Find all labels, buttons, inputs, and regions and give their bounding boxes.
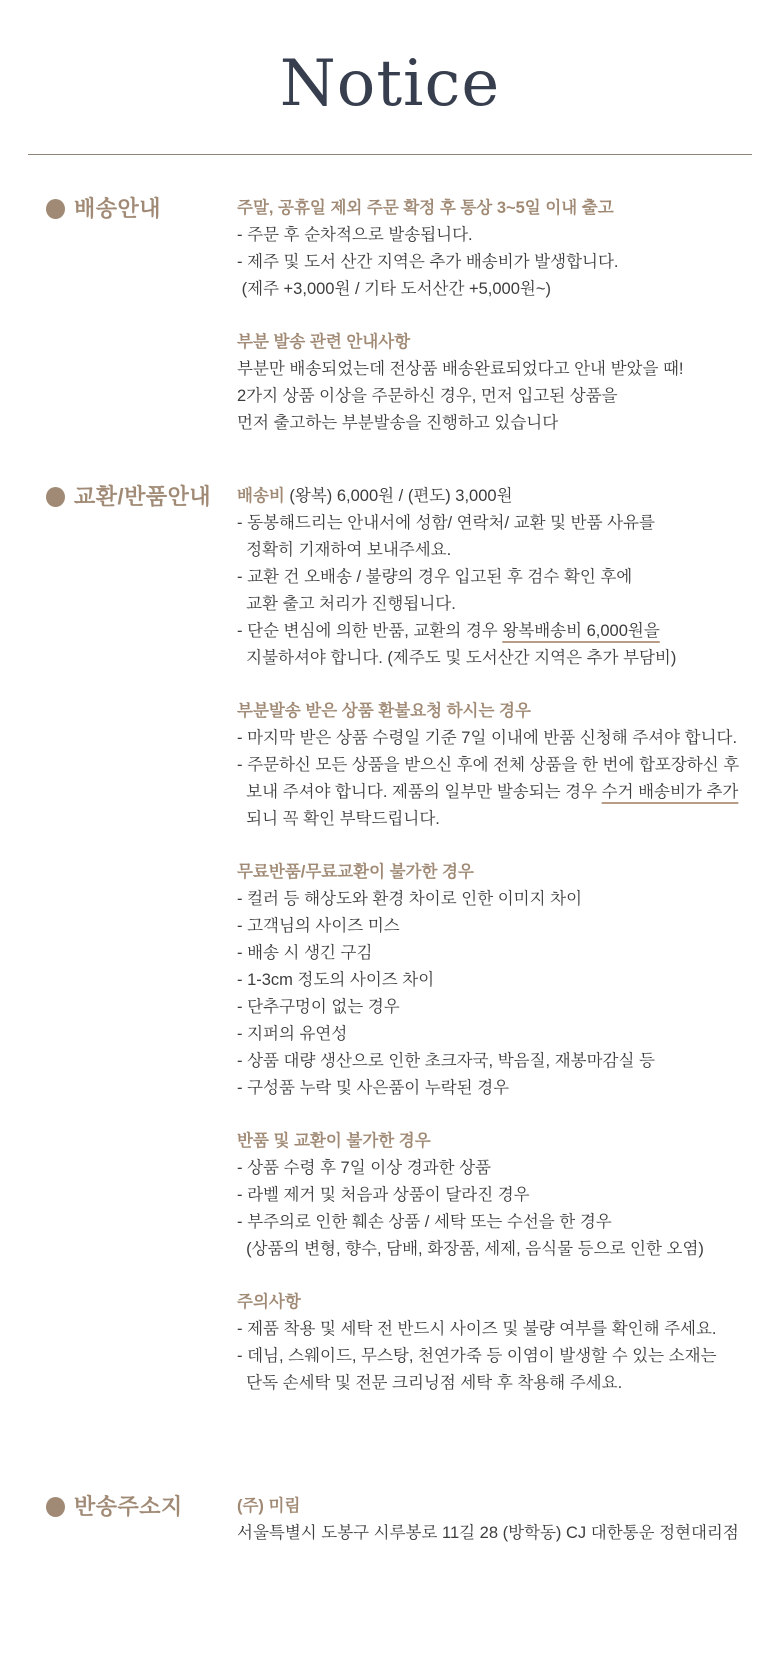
text-line (237, 1343, 780, 1370)
section (0, 1493, 780, 1547)
text-line (237, 591, 780, 618)
text-segment: 수거 배송비가 추가 (601, 783, 739, 801)
group-header: (주) 미림 (237, 1497, 301, 1515)
title-divider (28, 154, 752, 155)
text-line (237, 994, 780, 1021)
bullet-icon (46, 1497, 65, 1517)
section-label-text: 교환/반품안내 (74, 484, 212, 509)
text-line (237, 483, 780, 510)
text-line (237, 383, 780, 410)
text-segment: 부분만 배송되었는데 전상품 배송완료되었다고 안내 받았을 때! (237, 360, 684, 378)
text-line (237, 1520, 780, 1547)
text-line (237, 1316, 780, 1343)
bullet-icon (46, 199, 65, 219)
notice-group (237, 329, 780, 437)
text-line (237, 618, 780, 645)
section-label (46, 195, 237, 222)
text-segment: - 라벨 제거 및 처음과 상품이 달라진 경우 (237, 1186, 530, 1204)
text-line (237, 356, 780, 383)
text-segment: - 지퍼의 유연성 (237, 1025, 348, 1043)
section-label-text: 배송안내 (74, 196, 162, 221)
section-label (46, 1493, 237, 1520)
sections (0, 195, 780, 1547)
text-line (237, 886, 780, 913)
notice-group (237, 195, 780, 303)
section-content (237, 483, 780, 1397)
section-content (237, 195, 780, 437)
text-line (237, 249, 780, 276)
text-segment: - 단순 변심에 의한 반품, 교환의 경우 (237, 622, 503, 640)
text-segment: - 부주의로 인한 훼손 상품 / 세탁 또는 수선을 한 경우 (237, 1213, 612, 1231)
text-segment: 왕복배송비 6,000원을 (502, 622, 660, 640)
bullet-icon (46, 487, 65, 507)
section (0, 195, 780, 437)
text-segment: 먼저 출고하는 부분발송을 진행하고 있습니다 (237, 414, 559, 432)
text-segment: - 1-3cm 정도의 사이즈 차이 (237, 971, 435, 989)
notice-group (237, 483, 780, 672)
group-header: 부분 발송 관련 안내사항 (237, 333, 411, 351)
notice-group (237, 1493, 780, 1547)
group-header: 무료반품/무료교환이 불가한 경우 (237, 863, 474, 881)
text-line (237, 564, 780, 591)
text-line (237, 1182, 780, 1209)
text-segment: 2가지 상품 이상을 주문하신 경우, 먼저 입고된 상품을 (237, 387, 618, 405)
text-segment: (상품의 변형, 향수, 담배, 화장품, 세제, 음식물 등으로 인한 오염) (237, 1240, 704, 1258)
text-segment: (왕복) 6,000원 / (편도) 3,000원 (284, 487, 513, 505)
notice-group (237, 698, 780, 833)
text-segment: - 구성품 누락 및 사은품이 누락된 경우 (237, 1079, 510, 1097)
text-line (237, 645, 780, 672)
text-segment: - 컬러 등 해상도와 환경 차이로 인한 이미지 차이 (237, 890, 583, 908)
text-segment: - 상품 수령 후 7일 이상 경과한 상품 (237, 1159, 491, 1177)
text-line (237, 1075, 780, 1102)
section-label-text: 반송주소지 (74, 1494, 183, 1519)
group-header: 부분발송 받은 상품 환불요청 하시는 경우 (237, 702, 531, 720)
notice-group (237, 859, 780, 1102)
text-line (237, 752, 780, 779)
text-segment: - 배송 시 생긴 구김 (237, 944, 373, 962)
text-segment: - 마지막 받은 상품 수령일 기준 7일 이내에 반품 신청해 주셔야 합니다. (237, 729, 738, 747)
text-segment: - 단추구멍이 없는 경우 (237, 998, 400, 1016)
text-segment: - 제주 및 도서 산간 지역은 추가 배송비가 발생합니다. (237, 253, 619, 271)
text-line (237, 725, 780, 752)
text-line (237, 410, 780, 437)
text-segment: 배송비 (237, 487, 285, 505)
text-line (237, 940, 780, 967)
notice-group (237, 1289, 780, 1397)
text-line (237, 510, 780, 537)
text-segment: - 상품 대량 생산으로 인한 초크자국, 박음질, 재봉마감실 등 (237, 1052, 655, 1070)
text-segment: - 교환 건 오배송 / 불량의 경우 입고된 후 검수 확인 후에 (237, 568, 633, 586)
section (0, 483, 780, 1397)
text-segment: 되니 꼭 확인 부탁드립니다. (237, 810, 440, 828)
text-line (237, 276, 780, 303)
text-line (237, 1155, 780, 1182)
text-line (237, 1048, 780, 1075)
text-line (237, 1370, 780, 1397)
page-title: Notice (279, 47, 501, 121)
text-segment: - 동봉해드리는 안내서에 성함/ 연락처/ 교환 및 반품 사유를 (237, 514, 655, 532)
text-segment: - 고객님의 사이즈 미스 (237, 917, 400, 935)
text-line (237, 913, 780, 940)
text-segment: - 주문 후 순차적으로 발송됩니다. (237, 226, 473, 244)
text-line (237, 1209, 780, 1236)
text-segment: 교환 출고 처리가 진행됩니다. (237, 595, 456, 613)
text-segment: 정확히 기재하여 보내주세요. (237, 541, 452, 559)
text-segment: - 데님, 스웨이드, 무스탕, 천연가죽 등 이염이 발생할 수 있는 소재는 (237, 1347, 717, 1365)
text-line (237, 222, 780, 249)
text-segment: - 주문하신 모든 상품을 받으신 후에 전체 상품을 한 번에 합포장하신 후 (237, 756, 740, 774)
text-line (237, 806, 780, 833)
text-line (237, 1236, 780, 1263)
section-label (46, 483, 237, 510)
group-header: 주말, 공휴일 제외 주문 확정 후 통상 3~5일 이내 출고 (237, 199, 614, 217)
text-segment: 지불하셔야 합니다. (제주도 및 도서산간 지역은 추가 부담비) (237, 649, 677, 667)
text-segment: 보내 주셔야 합니다. 제품의 일부만 발송되는 경우 (237, 783, 602, 801)
text-segment: (제주 +3,000원 / 기타 도서산간 +5,000원~) (237, 280, 551, 298)
text-segment: 서울특별시 도봉구 시루봉로 11길 28 (방학동) CJ 대한통운 정현대리점 (237, 1524, 739, 1542)
section-content (237, 1493, 780, 1547)
group-header: 반품 및 교환이 불가한 경우 (237, 1132, 431, 1150)
group-header: 주의사항 (237, 1293, 301, 1311)
text-segment: 단독 손세탁 및 전문 크리닝점 세탁 후 착용해 주세요. (237, 1374, 623, 1392)
text-line (237, 967, 780, 994)
text-line (237, 537, 780, 564)
notice-group (237, 1128, 780, 1263)
text-segment: - 제품 착용 및 세탁 전 반드시 사이즈 및 불량 여부를 확인해 주세요. (237, 1320, 717, 1338)
text-line (237, 1021, 780, 1048)
text-line (237, 779, 780, 806)
